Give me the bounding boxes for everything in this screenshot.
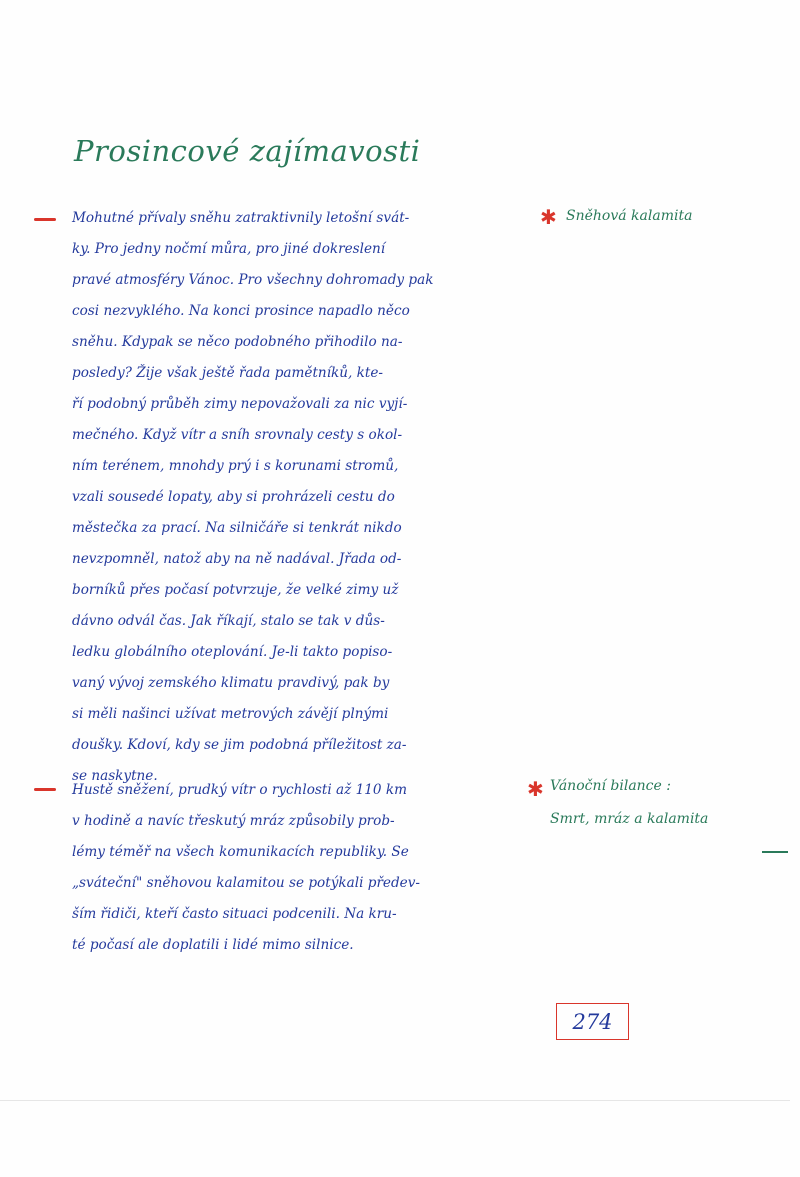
page-number-box: 274 — [556, 1003, 629, 1040]
article-line: mečného. Když vítr a sníh srovnaly cesty s okol- — [72, 427, 403, 443]
article-line: doušky. Kdoví, kdy se jim podobná příležitost za- — [72, 737, 407, 753]
article-line: vzali sousedé lopaty, aby si prohrázeli cestu do — [72, 489, 395, 505]
article-line: sněhu. Kdypak se něco podobného přihodilo na- — [72, 334, 403, 350]
scan-edge-divider — [0, 1100, 790, 1101]
article-2-margin-note-heading: Vánoční bilance : — [550, 778, 671, 794]
article-2-dash-marker — [34, 788, 56, 791]
article-line: ledku globálního oteplování. Je-li takto popiso- — [72, 644, 393, 660]
article-line: pravé atmosféry Vánoc. Pro všechny dohromady pak — [72, 272, 434, 288]
article-2-text — [72, 775, 542, 961]
article-1-margin-note: Sněhová kalamita — [566, 208, 693, 224]
article-line: dávno odvál čas. Jak říkají, stalo se tak v důs- — [72, 613, 385, 629]
article-line: v hodině a navíc třeskutý mráz způsobily prob- — [72, 813, 395, 829]
article-1-dash-marker — [34, 218, 56, 221]
article-line: té počasí ale doplatili i lidé mimo silnice. — [72, 937, 354, 953]
article-line: nevzpomněl, natož aby na ně nadával. Jřada od- — [72, 551, 402, 567]
article-line: městečka za prací. Na silničáře si tenkrát nikdo — [72, 520, 402, 536]
article-line: „sváteční" sněhovou kalamitou se potýkali předev- — [72, 875, 421, 891]
asterisk-icon: ✱ — [540, 205, 557, 229]
article-1-text — [72, 203, 542, 792]
article-line: borníků přes počasí potvrzuje, že velké zimy už — [72, 582, 399, 598]
article-line: Hustě sněžení, prudký vítr o rychlosti až 110 km — [72, 782, 408, 798]
article-line: ky. Pro jedny nočmí můra, pro jiné dokreslení — [72, 241, 386, 257]
article-line: lémy téměř na všech komunikacích republiky. Se — [72, 844, 409, 860]
article-line: ším řidiči, kteří často situaci podcenili. Na kru- — [72, 906, 397, 922]
page-title: Prosincové zajímavosti — [74, 134, 421, 168]
asterisk-icon: ✱ — [527, 777, 544, 801]
article-line: si měli našinci užívat metrových závějí plnými — [72, 706, 389, 722]
article-line: cosi nezvyklého. Na konci prosince napadlo něco — [72, 303, 410, 319]
article-line: posledy? Žije však ještě řada pamětníků, kte- — [72, 365, 384, 381]
article-line: Mohutné přívaly sněhu zatraktivnily letošní svát- — [72, 210, 410, 226]
article-line: ním terénem, mnohdy prý i s korunami stromů, — [72, 458, 399, 474]
article-line: vaný vývoj zemského klimatu pravdivý, pak by — [72, 675, 390, 691]
article-line: se naskytne. — [72, 768, 158, 784]
margin-tick-mark — [762, 851, 788, 853]
article-line: ří podobný průběh zimy nepovažovali za nic vyjí- — [72, 396, 408, 412]
article-2-margin-note-subtitle: Smrt, mráz a kalamita — [550, 811, 709, 827]
